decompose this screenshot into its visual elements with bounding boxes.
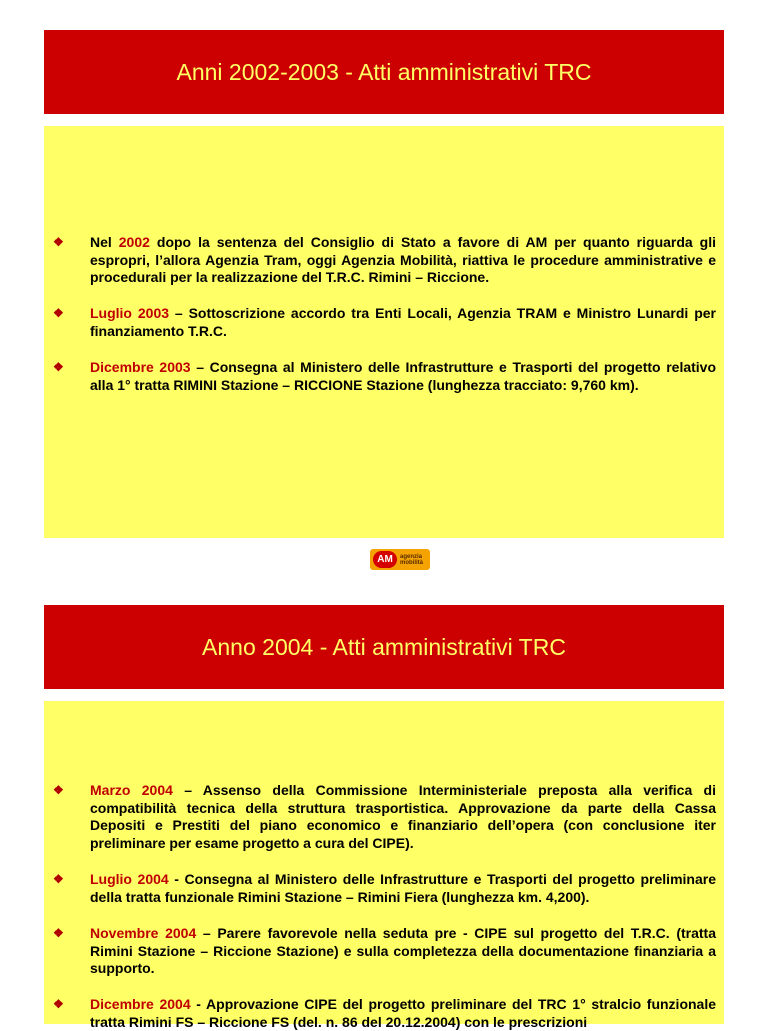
- slide1-content-panel: ❖ Nel 2002 dopo la sentenza del Consiglio di Stato a favore di AM per quanto riguarda gli espropri, l’allora Agenzia Tram, oggi Agenzia Mobilità, riattiva le procedure amministrative e procedurali per la realizzazione del T.R.C. Rimini – Riccione. ❖ Luglio 2003 – Sottoscrizione accordo tra Enti Locali, Agenzia TRAM e Ministro Lunardi per finanziamento T.R.C. ❖ Dicembre 2003 – Consegna al Ministero delle Infrastrutture e Trasporti del progetto relativo alla 1° tratta RIMINI Stazione – RICCIONE Stazione (lunghezza tracciato: 9,760 km).: [44, 126, 724, 538]
- bullet-icon: ❖: [53, 306, 64, 320]
- am-logo-icon: AM: [373, 551, 397, 568]
- slide1-title-banner: [44, 30, 724, 114]
- slide2-content-panel: [44, 701, 724, 1030]
- item-date: Luglio 2004: [90, 871, 169, 887]
- item-date: Luglio 2003: [90, 305, 170, 321]
- bullet-icon: ❖: [53, 235, 64, 249]
- item-text: - Approvazione CIPE del progetto preliminare del TRC 1° stralcio funzionale tratta Rimini FS – Riccione FS (del. n. 86 del 20.12.2004) con le prescrizioni: [90, 996, 717, 1030]
- item-text: – Assenso della Commissione Interministeriale preposta alla verifica di compatibilità tecnica della struttura trasportistica. Approvazione da parte della Cassa Depositi e Prestiti del piano economico e finanziario dell’opera (con conclusione iter preliminare per esame progetto a cura del CIPE).: [90, 782, 716, 851]
- item-text: – Consegna al Ministero delle Infrastrutture e Trasporti del progetto relativo alla 1° tratta RIMINI Stazione – RICCIONE Stazione (lunghezza tracciato: 9,760 km).: [90, 359, 717, 393]
- bullet-icon: ❖: [53, 783, 64, 797]
- item-text: - Consegna al Ministero delle Infrastrutture e Trasporti del progetto preliminare della tratta funzionale Rimini Stazione – Rimini Fiera (lunghezza km. 4,200).: [90, 871, 716, 905]
- item-text: – Parere favorevole nella seduta pre - CIPE sul progetto del T.R.C. (tratta Rimini Stazione – Riccione Stazione) e sulla completezza della documentazione finanziaria a supporto.: [90, 925, 716, 977]
- item-date: 2002: [118, 234, 150, 250]
- bullet-icon: ❖: [53, 360, 64, 374]
- item-date: Dicembre 2004: [90, 996, 191, 1012]
- slide2-title: Anno 2004 - Atti amministrativi TRC: [202, 633, 566, 660]
- agenzia-mobilita-logo: AM agenzia mobilità: [370, 549, 430, 570]
- item-date: Dicembre 2003: [90, 359, 191, 375]
- item-date: Marzo 2004: [90, 782, 173, 798]
- slide2-title-banner: [44, 605, 724, 689]
- item-text: – Sottoscrizione accordo tra Enti Locali, Agenzia TRAM e Ministro Lunardi per finanziamento T.R.C.: [90, 305, 716, 339]
- slide1-title: Anni 2002-2003 - Atti amministrativi TRC: [176, 58, 592, 85]
- item-date: Novembre 2004: [90, 925, 197, 941]
- bullet-icon: ❖: [53, 926, 64, 940]
- bullet-icon: ❖: [53, 997, 64, 1011]
- item-text: dopo la sentenza del Consiglio di Stato a favore di AM per quanto riguarda gli espropri, l’allora Agenzia Tram, oggi Agenzia Mobilità, riattiva le procedure amministrative e procedurali per la realizzazione del T.R.C. Rimini – Riccione.: [90, 234, 716, 286]
- bullet-icon: ❖: [53, 872, 64, 886]
